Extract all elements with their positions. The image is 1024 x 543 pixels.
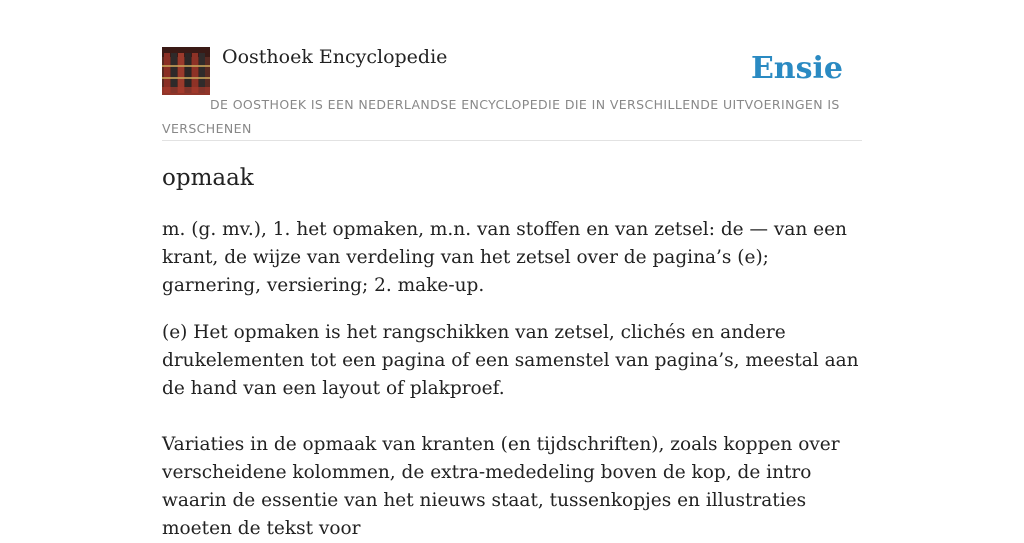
note-paragraph: (e) Het opmaken is het rangschikken van zetsel, clichés en andere drukelementen tot een pagina of een samenstel van pagina’s, meestal aan de hand van een layout of plakproef. xyxy=(162,322,859,399)
article-title: opmaak xyxy=(162,165,254,191)
site-tagline: DE OOSTHOEK IS EEN NEDERLANDSE ENCYCLOPEDIE DIE IN VERSCHILLENDE UITVOERINGEN IS VERSCHENEN xyxy=(162,97,840,136)
site-name-link[interactable]: Oosthoek Encyclopedie xyxy=(222,46,448,68)
article-note xyxy=(162,319,866,543)
encyclopedia-avatar-icon[interactable] xyxy=(162,47,210,95)
article-definition: m. (g. mv.), 1. het opmaken, m.n. van stoffen en van zetsel: de — van een krant, de wijze van verdeling van het zetsel over de pagina’s (e); garnering, versiering; 2. make-up. xyxy=(162,219,847,296)
note-paragraph: Variaties in de opmaak van kranten (en tijdschriften), zoals koppen over verscheidene kolommen, de extra-mededeling boven de kop, de intro waarin de essentie van het nieuws staat, tussenkopjes en illustraties moeten de tekst voor xyxy=(162,434,840,539)
ensie-logo-link[interactable]: Ensie xyxy=(750,51,843,86)
article xyxy=(162,160,866,543)
site-header xyxy=(162,46,862,141)
